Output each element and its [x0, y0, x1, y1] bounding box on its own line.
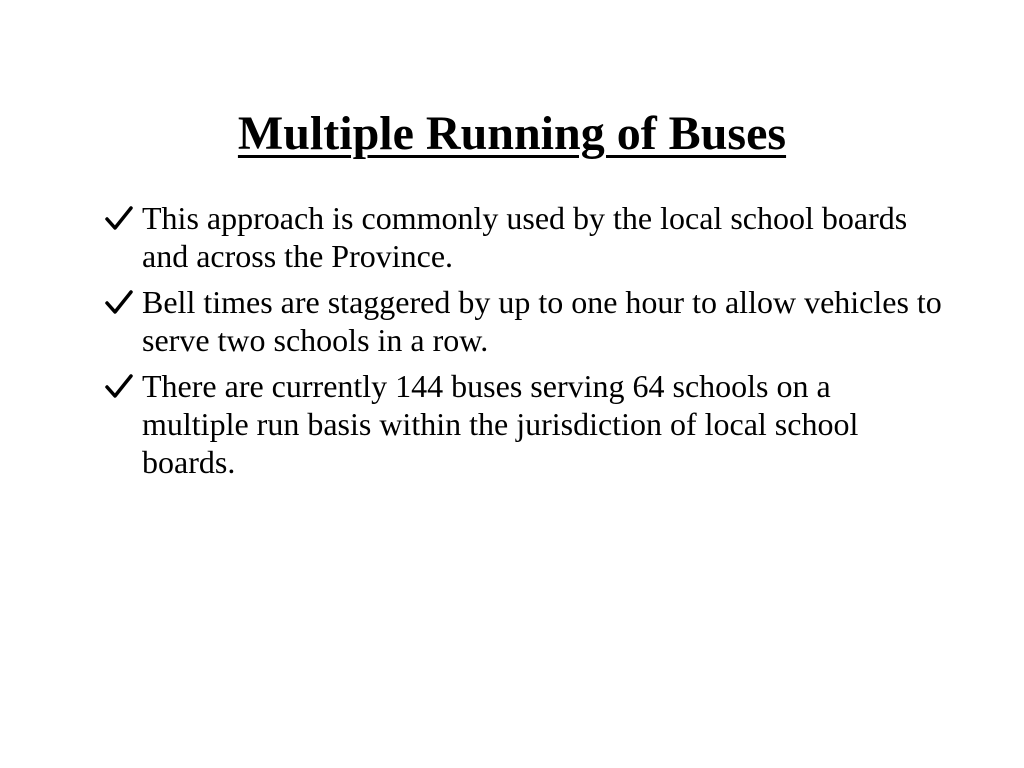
bullet-list: [104, 199, 944, 489]
bullet-text: There are currently 144 buses serving 64 schools on a multiple run basis within the jurisdiction of local school boards.: [142, 368, 859, 480]
bullet-text: Bell times are staggered by up to one hour to allow vehicles to serve two schools in a row.: [142, 284, 942, 358]
bullet-item: [104, 367, 944, 481]
bullet-text: This approach is commonly used by the local school boards and across the Province.: [142, 200, 908, 274]
bullet-item: [104, 283, 944, 359]
slide-title: Multiple Running of Buses: [237, 107, 787, 160]
check-icon: [104, 287, 134, 317]
bullet-item: [104, 199, 944, 275]
check-icon: [104, 203, 134, 233]
check-icon: [104, 371, 134, 401]
